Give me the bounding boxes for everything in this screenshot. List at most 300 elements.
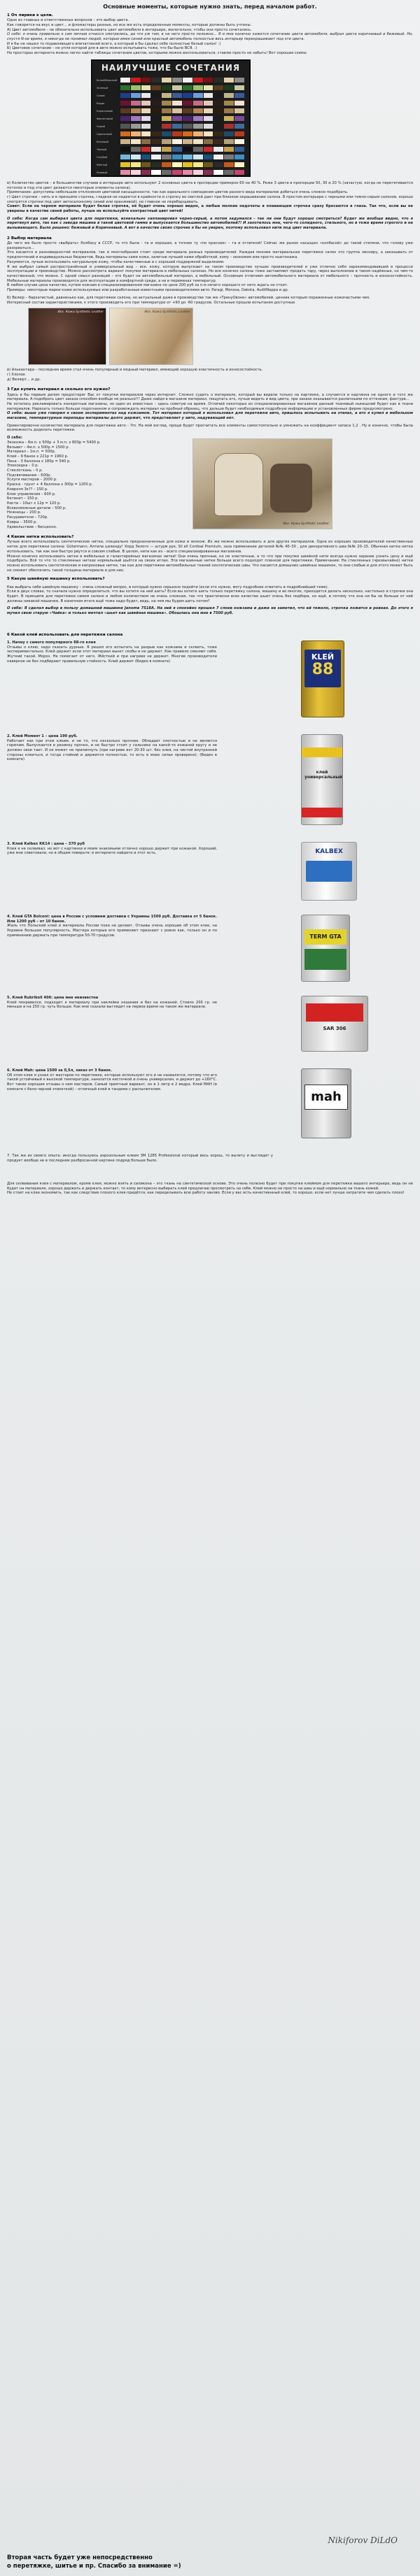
color-swatch [224, 170, 234, 175]
paragraph: Не стоит на клее экономить, так как следствие плохого клея придётся, как переделывать всю работу заново. Если у вас есть качественный клей, то хорошо, если нет лучше затратите чем сделать плохо! [7, 1191, 405, 1196]
glue-title: 3. Клей Kalbex KK14 : цена – 370 руб [7, 841, 85, 846]
paragraph: Одно из главных и ответственных вопросов – это выбор цвета. [7, 18, 130, 23]
cost-item: Клей – 9 банок х 221р = 1960 р. [7, 454, 69, 459]
color-swatch [120, 101, 130, 106]
paragraph: Ориентировочно количество материала для перетяжки авто - 7m. На мой взгляд, проще будет просчитать все элементы самостоятельно и умножить на коэффициент запаса 1,2 . Ну и конечно, чтобы была возможность доделать перетяжки. [7, 423, 413, 433]
chart-row [97, 131, 245, 137]
color-swatch [224, 124, 234, 129]
color-swatch [183, 93, 192, 98]
color-swatch [234, 162, 244, 167]
chart-row [97, 147, 245, 152]
color-swatch [131, 116, 141, 121]
can-label: SAR 306 [323, 1025, 346, 1031]
cost-heading: О себе: [7, 436, 23, 441]
cost-item: Материал – 1м.п. = 500р. [7, 450, 56, 455]
color-swatch [204, 147, 214, 152]
color-swatch [234, 108, 244, 113]
chart-row-label: Оранжевый [97, 132, 112, 136]
color-swatch [214, 78, 223, 83]
color-swatch [131, 101, 141, 106]
author-signature: Nikiforov DiLdO [328, 2535, 398, 2545]
chart-row-label: Фиолетовый [97, 117, 113, 120]
color-swatch [234, 139, 244, 144]
chart-row-label: Коричневый [97, 109, 113, 113]
footer [7, 2554, 181, 2570]
can-label: KALBEX [315, 847, 343, 855]
color-swatch [162, 155, 172, 159]
color-swatch [204, 131, 214, 136]
paragraph: Интересный состав характеристиками, к этого производить его при температуре от +90 до -60 градусов. Остальные прошли испытания доступные [7, 300, 295, 305]
paragraph: Как выбрать себе швейную машинку – очень сложный вопрос, в который нужно серьезно подойти (если это нужно, могу подробнее ответить в подробнейшей теме). [7, 585, 329, 589]
section-3 [7, 387, 413, 529]
color-swatch [214, 124, 223, 129]
section-2 [7, 236, 413, 382]
color-swatch [234, 170, 244, 175]
cost-list [7, 436, 182, 529]
color-swatch [120, 85, 130, 90]
chart-row-label: Белый/Красный [97, 78, 118, 82]
color-swatch [183, 162, 192, 167]
glue-can-gta [301, 915, 350, 982]
color-swatch [204, 108, 214, 113]
cost-item: Пена – 3 баллона х 180р = 540 р. [7, 459, 71, 464]
cost-item: Стеклоткань – 0 р. [7, 468, 43, 473]
glue-can-moment [301, 734, 343, 825]
chart-row-label: Розовый [97, 171, 108, 174]
color-swatch [204, 139, 214, 144]
chart-row-label: Бежевый [97, 140, 108, 143]
color-swatch [120, 139, 130, 144]
paragraph: Б) Цветовое сочетание – не упля которой для в авто можно испытывать тоже, что бы было ВСЯ. :) [7, 46, 197, 51]
color-swatch [193, 93, 203, 98]
cost-item: Всевозможные детали – 500 р. [7, 506, 66, 510]
leather-photo-2 [109, 308, 193, 365]
color-swatch [193, 155, 203, 159]
color-swatch [234, 116, 244, 121]
paragraph: В любом случае цена качество, кутюм кожзам в специализированном магазине по цене 200 руб за п.м нечего хорошего от него ждать не стоит. [7, 283, 288, 288]
color-swatch [162, 139, 172, 144]
color-swatch [234, 147, 244, 152]
paragraph: О себе: я очень правильно к сам личнов отнесся смотрелись, да что уж там, в на него просто положно... Я и мне конечно кажется сочетание цвета автомобиля, выбрал цвета коричневый и бежевый. Но, спустя N-ое время, я никогда не понимал людей, которые имея синий или красный автомобиль полностью весь интерьер перекрашивают под эти цвета. [7, 32, 413, 42]
chart-row-label: Бордо [97, 101, 105, 105]
color-swatch [120, 155, 130, 159]
color-swatch [193, 101, 203, 106]
color-swatch [172, 162, 182, 167]
about-me-text: О себе: Я сделал выбор в пользу домашней машинки Janome 7518A. На ней я спокойно прошел 7 слоев кожзама и даже не заметил, что ей тяжело, строчка ложится и ровная. До этого я мучил свою старую «Чайка» и только мечтал «шьет как швейная машина». Обошлась она мне в 7500 руб. [7, 606, 413, 616]
leather-photo-1 [28, 308, 106, 365]
chart-title: НАИЛУЧШИЕ СОЧЕТАНИЯ [101, 62, 241, 73]
glue-body [7, 1154, 273, 1163]
glue-item-1 [7, 641, 413, 731]
cost-block [7, 436, 413, 529]
color-swatch [204, 101, 214, 106]
cost-item: Ковроля 3к?? – 150 р. [7, 487, 48, 492]
paragraph: Примечание: допустимы небольшие отклонения цветовой насыщенности, так как идеального совпадения цветов разного вида материалов добиться очень сложно подобрать. [7, 190, 349, 195]
color-swatch [131, 131, 141, 136]
color-swatch [151, 108, 161, 113]
glue-can-mah [301, 1068, 351, 1138]
color-swatch [141, 162, 151, 167]
color-swatch [141, 139, 151, 144]
chart-row [97, 124, 245, 129]
color-swatch [120, 162, 130, 167]
color-swatch [193, 78, 203, 83]
chart-row-label: Синий [97, 94, 105, 97]
color-swatch [204, 162, 214, 167]
cost-item: Блок управления – 600 р. [7, 492, 56, 496]
about-me-text: О себе: Когда сам выбирал цвета для перетяжки, изначально запланировал черно-серый, а потом задумался - так ли они будут хорошо смотреться? Будет же вообще видно, что я перетянул авто, так как с завода машина в такой цветовой гамме и выпускается большинство автомобилей?! И захотелось мне, чего-то солидного, стильного, но в тоже время строгого и не вызывающего. Было решено: бежевый и Коричневый. А вот в качестве своих строчек я бы не уверен, поэтому использовал нити под цвет материала. [7, 216, 413, 231]
paragraph: Если в двух словах, то сначала нужно определиться, что вы хотите на ней шить? Если вы хотите шить только перетяжку салона, машину и во многих, приходится делать несколько, настолько и строчки она будет. В принципе для перетяжки самом салоне и любом количеством не очень сложная, так что практически всех качество шьют очень без подбора, но ещё, и потому что она ни бы не больше от неё должны никакой машинке. В конечном итоге ещё тоже надо будет, ведь, на чем мы будем шить потом? [7, 589, 413, 603]
cost-item: Кисти – 10шт х 12р = 120 р. [7, 501, 61, 506]
chart-row [97, 162, 245, 168]
glue-body: Об этом клее я узнал от мастеров по перетяжке, которые используют его и не нахвалятся, потому что его такой устойчивый к высокой температуре, наносится кисточкой и очень универсален, и держит до +160°C. Вот такие хорошие отзывы о нем мастеров. Самый приятный вариант, он в 1 литр в 2 ведра. Клей MAH (в комнате с бело-черной этикеткой) – отличный клей в тандеме с распылителем. [7, 1073, 217, 1092]
color-swatch [204, 78, 214, 83]
chart-row [97, 85, 245, 91]
color-swatch [131, 155, 141, 159]
paragraph: Лучше всего использовать синтетические нитки, специально предназначенные для кожи и экокож. Их же можно использовать и для других материалов. Одна из хороших производителей качественных ниток для перетяжки салона: Gütermann, Алтипа цилинду! Хорд Зелого — штурм рук, Sil ell Cordoal Premium, заза применение деталей №№ 40–30 , для декоративного шва №№ 20–15. Обычная нитка нитка использовать, так как они быстро рвутся и совсем слабые. В целом, нити как из – всего специализированных магазинов. [7, 540, 413, 554]
color-swatch [151, 124, 161, 129]
color-swatch [172, 78, 182, 83]
color-swatch [120, 131, 130, 136]
color-swatch [172, 155, 182, 159]
glue-can-88 [301, 641, 344, 717]
color-swatch [141, 93, 151, 98]
color-swatch [172, 101, 182, 106]
color-swatch [214, 93, 223, 98]
color-combination-chart [91, 59, 251, 177]
glue-item-5 [7, 996, 413, 1066]
color-swatch [141, 131, 151, 136]
color-swatch [214, 108, 223, 113]
color-swatch [183, 139, 192, 144]
color-swatch [193, 162, 203, 167]
photo-caption: Иск. Кожа Synthetic Leather [57, 310, 104, 315]
chart-row [97, 93, 245, 99]
color-swatch [183, 170, 192, 175]
color-swatch [141, 116, 151, 121]
color-swatch [204, 155, 214, 159]
color-swatch [141, 85, 151, 90]
paragraph: г) Цвет строчки – нить и в принципе строчка, гладкая не надеется в крайности и строчку во светлой дает при близком окрашивании салона. В простом интерьере с черными или темно-серым салонов, хорошо смотрятся строчки под цвет автосалонному синей или оранжевой), но главное не перебарщивать. [7, 194, 413, 204]
photo-caption: Иск. Кожа Synthetic Leather [283, 522, 329, 527]
footer-line-2: о перетяжке, шитье и пр. Спасибо за внимание =) [7, 2563, 181, 2570]
color-swatch [183, 78, 192, 83]
color-swatch [214, 85, 223, 90]
paragraph: г) Хлопок [7, 372, 26, 377]
color-swatch [204, 85, 214, 90]
color-swatch [172, 116, 182, 121]
about-me-text: О себе: выше уже говорил о своем экспериментах над кожзамом. Тот материал который я использовал для перетяжки авто, пришлось испытывать на этапах, а его я купил в мебельном магазине, температурные перепады материалы долго держит, что представляет у авто, надувающий нет. [7, 411, 413, 421]
color-swatch [204, 170, 214, 175]
color-swatch [214, 116, 223, 121]
color-swatch [162, 78, 172, 83]
cost-item: Ножницы – 200 р. [7, 510, 41, 515]
color-swatch [141, 108, 151, 113]
paragraph: Можно конечно использовать нитки в мебельных и галантерейных магазинах нитки! Они очень прочные, но не эластичные, а то что при покупке швейной нити всегда нужно заранее узнать цену и ещё подобрать. Всё то что то стеклянных нитках нормальный шьётся на своих иглах. Эти магазинные нитки больше всего подходят пленкой для перетяжки. Примечание: На стеклянных (чрезвычайно) нитки можно использовать синтетические и капроновые нитки, так как для перетяжки автомобильных тканей синтетические швы. Что касается домашних швейных машинок, то они слабые и для этого может быть не сможет обеспечить такой толщины материала и для них. [7, 554, 413, 573]
color-swatch [162, 162, 172, 167]
glue-item-2 [7, 734, 413, 839]
can-label: KLEЙ [311, 652, 335, 661]
chart-row [97, 155, 245, 160]
color-swatch [193, 108, 203, 113]
color-swatch [131, 78, 141, 83]
glue-body: Клей понравился, подходит к материалу при наклейке ношения и без на кожаной. Стоило 200 гр. не меньше и на 250 гр. чуть больше. Как мне сказали выглядит на первое время на таком же материале. [7, 1000, 217, 1010]
chart-row-label: Серый [97, 124, 105, 128]
color-swatch [120, 124, 130, 129]
color-swatch [224, 85, 234, 90]
color-swatch [204, 93, 214, 98]
section-6 [7, 633, 413, 1196]
color-swatch [224, 139, 234, 144]
color-swatch [151, 155, 161, 159]
cost-item: Расуравители – 720р. [7, 515, 48, 520]
color-swatch [214, 131, 223, 136]
color-swatch [224, 131, 234, 136]
color-swatch [162, 131, 172, 136]
color-swatch [172, 139, 182, 144]
color-swatch [162, 170, 172, 175]
glue-title: 4. Клей GTA Bolconi: цена в России с условием доставки с Украины 1500 руб. Доставка от 5 банок. Или 1200 руб – от 10 банок. [7, 914, 217, 924]
cost-items [7, 441, 182, 529]
color-swatch [172, 108, 182, 113]
photo-caption: Иск. Кожа Synthetic Leather [144, 310, 190, 315]
color-swatch [172, 170, 182, 175]
color-swatch [151, 116, 161, 121]
color-swatch [162, 93, 172, 98]
chart-rows [92, 75, 249, 177]
leather-photos [28, 308, 413, 365]
cost-item: Экокожа – 6м.п. х 500р + 3 м.п. х 800р = 5400 р. [7, 440, 101, 445]
chart-row-label: Жёлтый [97, 163, 108, 166]
color-swatch [234, 101, 244, 106]
glue-item-4 [7, 915, 413, 993]
color-swatch [193, 131, 203, 136]
color-swatch [224, 78, 234, 83]
color-swatch [162, 124, 172, 129]
color-swatch [120, 108, 130, 113]
color-swatch [131, 124, 141, 129]
paragraph: Как говорится на вкус и цвет... и фломастеры разные, но все же есть определенные моменты, которые должны быть учтены. [7, 22, 252, 27]
color-swatch [183, 116, 192, 121]
cost-item: Бетанит – 150 р. [7, 496, 39, 501]
glue-body-text: иногда пользуюсь аэрозольным клеем 3М 1285 Professional который весь хорош, то вылету и выглядит у продукт вообще не в последнем разбросанной картине подряд больше было. [7, 1153, 273, 1163]
chart-row-label: Чёрный [97, 148, 107, 151]
color-swatch [141, 170, 151, 175]
color-swatch [224, 93, 234, 98]
color-swatch [234, 155, 244, 159]
color-swatch [151, 93, 161, 98]
color-swatch [151, 131, 161, 136]
color-swatch [151, 101, 161, 106]
glue-item-6 [7, 1068, 413, 1151]
color-swatch [224, 116, 234, 121]
color-swatch [193, 147, 203, 152]
color-swatch [214, 147, 223, 152]
color-swatch [141, 101, 151, 106]
section-4-heading: 4 Какие нитки использовать? [7, 535, 74, 540]
paragraph: Разумеется, лучше использовать натуральную кожу, чтобы качественные и с хорошей поддержкой выделками. [7, 259, 225, 264]
glue-title: 2. Клей Момент 1 – цена 190 руб. [7, 734, 78, 738]
color-swatch [224, 155, 234, 159]
chart-row [97, 170, 245, 176]
color-swatch [234, 124, 244, 129]
color-swatch [224, 108, 234, 113]
glue-can-kalbex [301, 842, 357, 901]
paragraph: И я бы не нашел то подавляющего впечатлений всего, а который в бы сделал себе полностью белый салон! :) [7, 41, 221, 46]
color-swatch [162, 147, 172, 152]
color-swatch [193, 170, 203, 175]
section-3-heading: 3 Где купить материал и сколько его нужно? [7, 387, 111, 392]
chart-row [97, 108, 245, 114]
color-swatch [172, 131, 182, 136]
chart-row [97, 139, 245, 145]
glue-title: 1. Начну с самого популярного 88-го клея [7, 640, 96, 645]
glue-item-7 [7, 1154, 413, 1182]
color-swatch [214, 155, 223, 159]
paragraph: Б) Велюр – бархатистый, давненько как, для перетяжки салона, но актуальный даже в производстве так же «ТренуОвоне» автомобилей, цинник которым пораженные кожичастыми чем. [7, 295, 370, 300]
glue-title: 6. Клей Mah: цена 1500 за 0,5л, заказ от 3 банок. [7, 1068, 113, 1073]
can-label: TERM GTA [304, 929, 346, 945]
paragraph: До чего же было просто «выбрать» Колбасу в СССР, то что была - та и хорошая, а точнее ту «по красная» – та и отличной! Сейчас же рынок насыщен «колбасой» до такой степени, что голову уже разорваться... [7, 241, 413, 250]
cost-item: Краска - грунт + 4 баллона х 300р = 1200 р. [7, 482, 93, 487]
glue-body: Работает как при этом клеим, и не то, что несколько прочнее. Обладает плотностью и не является горючим. Выпускается в резинку прочно, и не быстро стоит у сальнике на какой-то кожаной кругу и не должен свои тает. И не может не прилипнуть (при нагреве вот 20-30 шт. без клея, на чистой внутренней стороны клеиться, и тогда стойкий и держится полностью, то есть в моих силах проверено). (Видео в комнате) [7, 738, 217, 762]
color-swatch [183, 131, 192, 136]
color-swatch [183, 124, 192, 129]
section-4 [7, 535, 413, 616]
color-swatch [131, 162, 141, 167]
color-swatch [162, 85, 172, 90]
paragraph: А) Цвет автомобиля – не обязательно использовать цвет автомобиля в интерьере, желательно, чтобы они просто сочетались. [7, 27, 252, 32]
footer-line-1: Вторая часть будет уже непосредственно [7, 2554, 153, 2561]
color-swatch [120, 116, 130, 121]
cost-item: Вельвет – 4м.п. х 500р = 1500 р. [7, 445, 70, 450]
color-swatch [224, 162, 234, 167]
color-swatch [193, 139, 203, 144]
paragraph: Я же выбрал самый распространённый и универсальный вид – иск. кожу, которую выпускают на таком производстве лучших производителей и уже отлично себя зарекомендовавший в процессе эксплуатации и производстве. Можно рассмотреть вариант покупки материала в мебельных салонах. Но все конечно салоны тоже заставляют продать тару, через выполнение в таком надёжные, но чем-то качественный, что можно. С одной смысл разницей – это будет не автомобильный материал, а мебельный. Основным отличием автомобильного материала от мебельного – прочность и износостойкость. Мебельные материалы производятся для эксплуатации в комфортной среде, а не в переменах температур. [7, 264, 413, 283]
paragraph: Здесь в бы первым делом предостерег Вас от покупки материалов через интернет. Сложно судить о материале, который вы видели только на картинке, а случается и картинка не одного и того же материала. А подобрать цвет заказа способом вообще не реально!!! Даже найдя в магазине материал, пощупать его, лучше видеть и вид цвета, при заказе оказывается различными по оттенкам, фактуре... [7, 392, 413, 402]
section-5-heading: 5 Какую швейную машинку использовать? [7, 577, 105, 582]
color-swatch [172, 93, 182, 98]
color-swatch [183, 147, 192, 152]
cost-item: Подсвечивание – 600р. [7, 473, 52, 478]
section-6-heading: 6 Какой клей использовать для перетяжки салона [7, 632, 123, 637]
glue-title: 7. Так же из своего опыта: [7, 1153, 63, 1158]
color-swatch [172, 124, 182, 129]
color-swatch [234, 85, 244, 90]
color-swatch [141, 78, 151, 83]
color-swatch [151, 147, 161, 152]
section-1 [7, 13, 413, 231]
glue-body: Жаль что Польский клей и материалы России пока не делают. Отзывы очень хорошие об этом клее, на Украине большая популярность. Мастера которые его применяют признают с ровно как, только он и по применению держать при температуре 50-70 градусов. [7, 924, 217, 938]
color-swatch [224, 147, 234, 152]
chart-row [97, 101, 245, 106]
color-swatch [204, 116, 214, 121]
paragraph: д) Велюрт... и др. [7, 377, 41, 382]
page-title: Основные моменты, которые нужно знать, перед началом работ. [103, 3, 317, 10]
color-swatch [120, 147, 130, 152]
cost-item: Услуги мастеров – 2000 р. [7, 478, 57, 482]
color-swatch [131, 108, 141, 113]
color-swatch [214, 139, 223, 144]
color-swatch [162, 101, 172, 106]
can-label: 88 [312, 660, 334, 678]
glue-body: Клея я не склеивал, но вот с картинки и моим знакомыми отлично хорошо держит при кожаной. Хороший, уже мне советовали, но в общем поверьте: в интернете найдете и этот есть. [7, 846, 217, 856]
glue-item-3 [7, 842, 413, 912]
color-swatch [193, 85, 203, 90]
color-swatch [214, 101, 223, 106]
section-1-heading: 1 Оч лирики к цели. [7, 13, 53, 17]
color-swatch [151, 170, 161, 175]
glue-title: 5. Клей Rubrikoll 406: цена мне неизвестна [7, 995, 99, 1000]
paragraph: в) Количество цветов – в большинстве случаев в интерьере авто используют 2 основных цвета в пропорции примерно 60 на 40 %. Реже 3 цвета в пропорции 50, 30 и 20 % (зачастую, когда не перетягивается потолок и под эти цвет делаются некоторые элементы салона). [7, 180, 413, 190]
color-swatch [183, 155, 192, 159]
color-swatch [151, 139, 161, 144]
chart-row [97, 78, 245, 83]
color-swatch [172, 147, 182, 152]
color-swatch [120, 93, 130, 98]
paragraph: На просторах интернета можно легко найти таблицы сочетания цветов, которыми можно воспользоваться, ставлю просто не забыть! Вот хорошая схема: [7, 51, 307, 56]
color-swatch [141, 124, 151, 129]
color-swatch [172, 85, 182, 90]
color-swatch [234, 131, 244, 136]
section-2-heading: 2 Выбор материала [7, 236, 52, 241]
glue-can-sar [301, 996, 368, 1052]
color-swatch [224, 101, 234, 106]
color-swatch [162, 108, 172, 113]
advice-text: Совет: Если на черном материале будет белая строчка, её будет очень хорошо видно, а любые мелкие недочеты в плавающем строчка сразу бросаются в глаза. Так что, если вы не уверены в качестве своей работы, лучше не используйте контрастный цвет нитей! [7, 204, 413, 214]
chart-row-label: Голубой [97, 155, 108, 159]
paragraph: Не хотелось рекламировать конкретные магазины, но один из известных – здесь советую на время. Отличий некоторых из специализированных магазинов данный тканевый нынешний будет как в ткани материалов. Нарезать только больше подогнанном и сопровождать материал на пробный образец, что дальше будет необходимым подробную информацию и установленных фирме предусмотрено. [7, 401, 413, 411]
chart-row-label: Зелёный [97, 86, 108, 90]
color-swatch [234, 93, 244, 98]
color-swatch [183, 101, 192, 106]
color-swatch [120, 78, 130, 83]
color-swatch [131, 170, 141, 175]
color-swatch [131, 139, 141, 144]
color-swatch [214, 170, 223, 175]
can-label: клей универсальный [304, 769, 342, 780]
glue-body: Отзывы о клею, надо сказать дурные. Я решил его испытать на разрыв как кожзама и склеить, тоже экспериментально. Клей держит если этот материал вынет скобы и не держит. Как правило сменяет себя. Жуткий такой. Мороз. Не помогает от него. Жёсткий и при нагреве не держит. Многие производители наверное не без подбирают правильную стойкость. Клей держит (Видео в комнате) [7, 645, 217, 664]
cost-item: Удовольствие – бесценно. [7, 524, 57, 529]
color-swatch [193, 124, 203, 129]
color-swatch [131, 147, 141, 152]
color-swatch [193, 116, 203, 121]
color-swatch [131, 93, 141, 98]
paragraph: Для склеивания клея с материалом, кроме клея, можно взять и силикона – это ткань на синтетической основе. Это очень полезно будет при покупке клеймом для перетяжки вашего интерьера, ведь он не будет на материале, хорошо держать и держать контакт, то кому интересно выбирать клей предлагаю просмотреть на себе. Клей можно не просто на швы и ещё нормально на ткань кожей. [7, 1181, 413, 1191]
color-swatch [234, 78, 244, 83]
car-seat-photo [192, 438, 332, 529]
paragraph: в) Алькантара – последнее время стал очень популярный и модный материал, имеющий хорошую эластичность и износостойкость. [7, 368, 263, 373]
color-swatch [151, 162, 161, 167]
color-swatch [204, 124, 214, 129]
color-swatch [131, 85, 141, 90]
color-swatch [183, 108, 192, 113]
color-swatch [151, 78, 161, 83]
color-swatch [162, 116, 172, 121]
color-swatch [183, 85, 192, 90]
chart-row [97, 116, 245, 122]
cost-item: Эпоксидка – 0 р. [7, 464, 39, 468]
paragraph: Примеры: некоторые марки кожи используемые или разработанные известными производителями авто: Paragi, Monosa, Dakota, AuditNappa и др. [7, 288, 289, 293]
paragraph: Это касается и разновидностей материалов, так и многообразия стоит среди материала разных производителей. Каждая мнение материальная перетяжки салон это группа линзиру, а заказывать от предпочтений и индивидуальных бюджетов. Ведь материалы сами кожа, залитые лучшей нами обработкой, кому – экономия или просто ньютонажа. [7, 250, 413, 260]
color-swatch [120, 170, 130, 175]
can-label: mah [304, 1085, 348, 1110]
color-swatch [141, 155, 151, 159]
color-swatch [141, 147, 151, 152]
color-swatch [214, 162, 223, 167]
color-swatch [151, 85, 161, 90]
cost-item: Ковры – 3500 р. [7, 520, 37, 524]
